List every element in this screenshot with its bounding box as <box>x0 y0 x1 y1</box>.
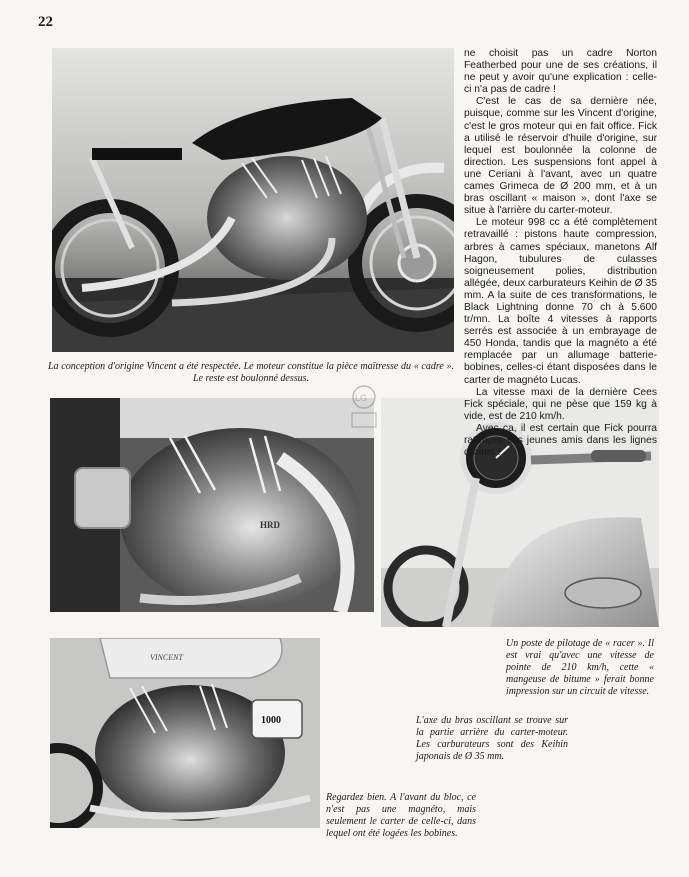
caption-magneto: Regardez bien. A l'avant du bloc, ce n'est pas une magnéto, mais seulement le carter de celle-ci, dans lequel ont été logées les bobines. <box>326 792 476 839</box>
article-paragraph: C'est le cas de sa dernière née, puisque, comme sur les Vincent d'origine, c'est le gros moteur qui en fait office. Fick a utilisé le réservoir d'huile d'origine, sur lequel est boulonnée la colonne de direction. Les suspensions font appel à une Ceriani à l'avant, avec un quatre cames Grimeca de Ø 200 mm, et à un bras oscillant « maison », dont l'axe se situe à l'arrière du carter-moteur. <box>464 96 657 217</box>
caption-cockpit: Un poste de pilotage de « racer ». Il est vrai qu'avec une vitesse de pointe de 210 km/h, cette « mangeuse de bitume » ferait bonne impression sur un circuit de vitesse. <box>506 638 654 697</box>
article-paragraph: Le moteur 998 cc a été complètement retravaillé : pistons haute compression, arbres à cames spéciaux, manetons Alf Hagon, tubulures de culasses soigneusement polies, distribution allégée, deux carburateurs Keihin de Ø 35 mm. A la suite de ces transformations, le Black Lightning donne 70 ch à 5.600 tr/mn. La boîte 4 vitesses à rapports serrés est associée à un embrayage de 450 Honda, tandis que la magnéto a été remplacée par un allumage batterie-bobines, celles-ci étant disposées dans le carter de magnéto Lucas. <box>464 217 657 386</box>
article-body <box>464 48 657 459</box>
photo-engine-side <box>50 638 320 828</box>
caption-top-photo: La conception d'origine Vincent a été respectée. Le moteur constitue la pièce maîtresse du « cadre ». Le reste est boulonné dessus. <box>48 361 454 384</box>
caption-swingarm: L'axe du bras oscillant se trouve sur la partie arrière du carter-moteur. Les carburateurs sont des Keihin japonais de Ø 35 mm. <box>416 715 568 762</box>
engine-badge: HRD <box>260 520 280 530</box>
article-paragraph: La vitesse maxi de la dernière Cees Fick spéciale, qui ne pèse que 159 kg à vide, est de 210 km/h. <box>464 386 657 422</box>
svg-text:LG: LG <box>355 393 368 403</box>
article-paragraph: Avec ça, il est certain que Fick pourra rattraper ses jeunes amis dans les lignes droites ! <box>464 422 657 459</box>
side-plate-number: 1000 <box>261 715 281 726</box>
page-number: 22 <box>38 14 53 30</box>
tank-badge: VINCENT <box>150 653 183 662</box>
article-paragraph: ne choisit pas un cadre Norton Featherbed pour une de ses créations, il ne peut y avoir qu'une explication : celle-ci n'a pas de cadre ! <box>464 48 657 96</box>
watermark-logo <box>346 383 382 431</box>
photo-motorcycle-side <box>52 48 454 352</box>
photo-engine-closeup <box>50 398 374 612</box>
